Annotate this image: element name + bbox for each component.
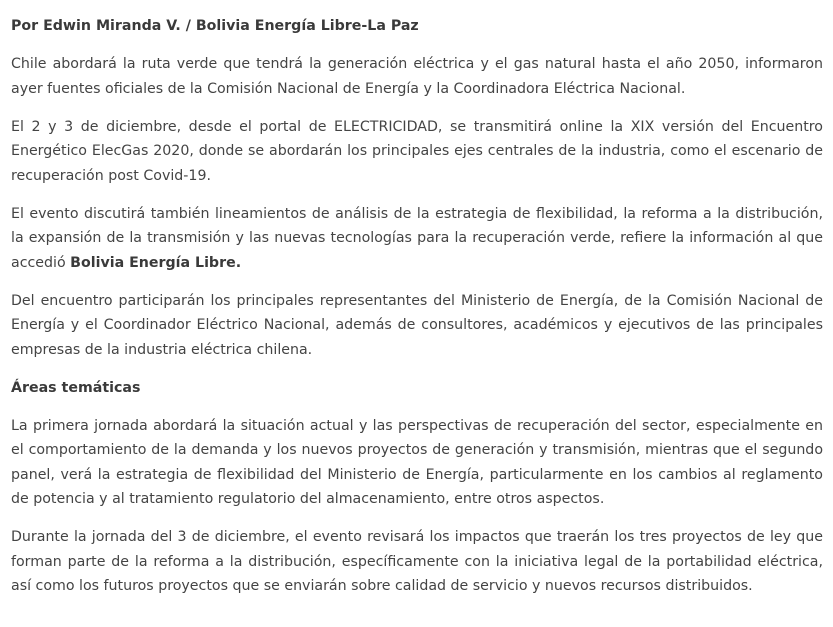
paragraph-event-topics [11,202,823,276]
paragraph-event-topics-text: El evento discutirá también lineamientos de análisis de la estrategia de flexibilidad, la reforma a la distribución, la expansión de la transmisión y las nuevas tecnologías para la recuperación verde, refiere la información al que accedió [11,205,823,271]
paragraph-second-day: Durante la jornada del 3 de diciembre, el evento revisará los impactos que traerán los tres proyectos de ley que forman parte de la reforma a la distribución, específicamente con la iniciativa legal de la portabilidad eléctrica, así como los futuros proyectos que se enviarán sobre calidad de servicio y nuevos recursos distribuidos. [11,529,823,594]
source-name: Bolivia Energía Libre. [70,254,242,271]
section-heading: Áreas temáticas [11,379,141,396]
paragraph-event-dates: El 2 y 3 de diciembre, desde el portal de ELECTRICIDAD, se transmitirá online la XIX versión del Encuentro Energético ElecGas 2020, donde se abordarán los principales ejes centrales de la industria, como el escenario de recuperación post Covid-19. [11,118,823,184]
paragraph-first-day: La primera jornada abordará la situación actual y las perspectivas de recuperación del sector, especialmente en el comportamiento de la demanda y los nuevos proyectos de generación y transmisión, mientras que el segundo panel, verá la estrategia de flexibilidad del Ministerio de Energía, particularmente en los cambios al reglamento de potencia y al tratamiento regulatorio del almacenamiento, entre otros aspectos. [11,417,823,507]
article-byline: Por Edwin Miranda V. / Bolivia Energía Libre-La Paz [11,18,419,34]
article-body [11,14,823,612]
paragraph-participants: Del encuentro participarán los principales representantes del Ministerio de Energía, de la Comisión Nacional de Energía y el Coordinador Eléctrico Nacional, además de consultores, académicos y ejecutivos de las principales empresas de la industria eléctrica chilena. [11,292,823,358]
paragraph-intro: Chile abordará la ruta verde que tendrá la generación eléctrica y el gas natural hasta el año 2050, informaron ayer fuentes oficiales de la Comisión Nacional de Energía y la Coordinadora Eléctrica Nacional. [11,56,823,97]
